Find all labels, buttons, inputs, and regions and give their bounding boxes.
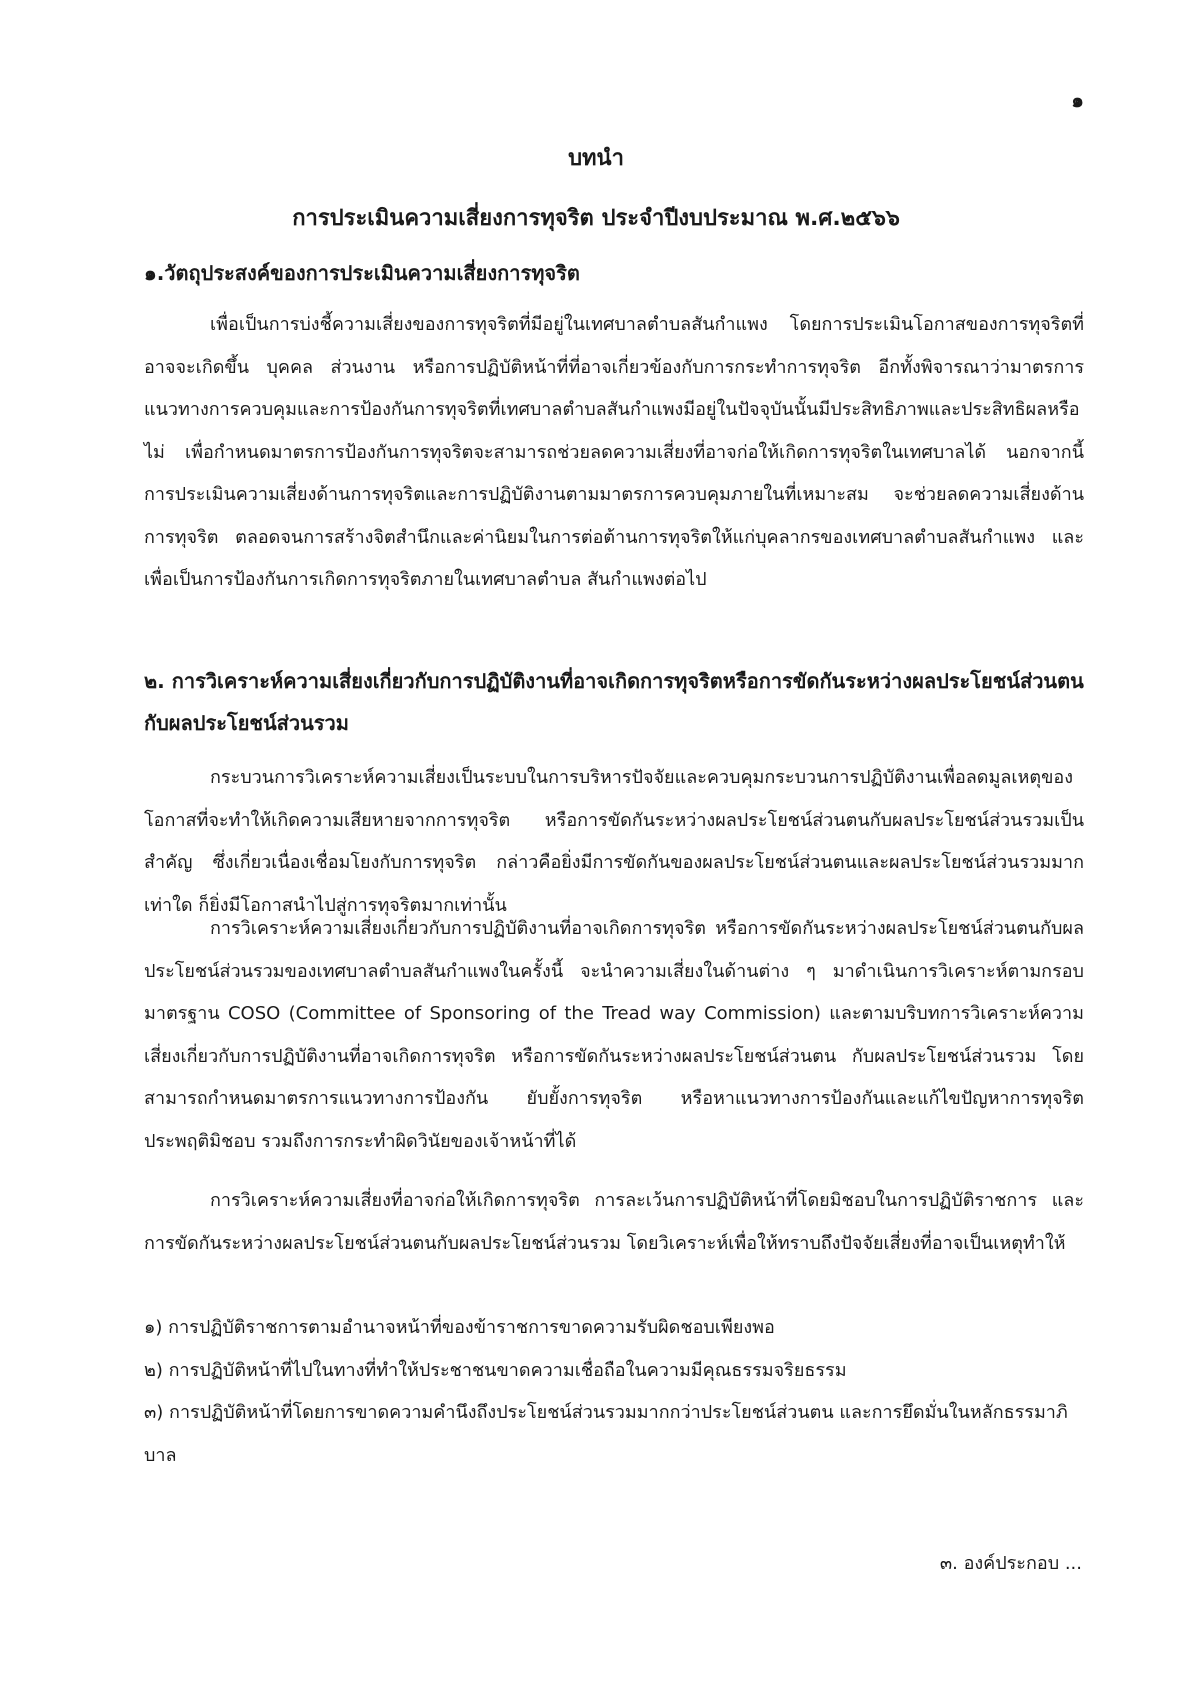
risk-factor-list [144,1307,1084,1477]
list-item: ๒) การปฏิบัติหน้าที่ไปในทางที่ทำให้ประชาชนขาดความเชื่อถือในความมีคุณธรรมจริยธรรม [144,1359,847,1381]
list-item: ๓) การปฏิบัติหน้าที่โดยการขาดความคำนึงถึงประโยชน์ส่วนรวมมากกว่าประโยชน์ส่วนตน และการยึดมั่นในหลักธรรมาภิบาล [144,1402,1068,1466]
section-2-heading: ๒. การวิเคราะห์ความเสี่ยงเกี่ยวกับการปฏิบัติงานที่อาจเกิดการทุจริตหรือการขัดกันระหว่างผลประโยชน์ส่วนตนกับผลประโยชน์ส่วนรวม [144,669,1084,735]
section-2-paragraph-2: การวิเคราะห์ความเสี่ยงเกี่ยวกับการปฏิบัติงานที่อาจเกิดการทุจริต หรือการขัดกันระหว่างผลประโยชน์ส่วนตนกับผลประโยชน์ส่วนรวมของเทศบาลตำบลสันกำแพงในครั้งนี้ จะนำความเสี่ยงในด้านต่าง ๆ มาดำเนินการวิเคราะห์ตามกรอบมาตรฐาน COSO (Committee of Sponsoring of the Tread way Commission) และตามบริบทการวิเคราะห์ความเสี่ยงเกี่ยวกับการปฏิบัติงานที่อาจเกิดการทุจริต หรือการขัดกันระหว่างผลประโยชน์ส่วนตน กับผลประโยชน์ส่วนรวม โดยสามารถกำหนดมาตรการแนวทางการป้องกัน ยับยั้งการทุจริต หรือหาแนวทางการป้องกันและแก้ไขปัญหาการทุจริต ประพฤติมิชอบ รวมถึงการกระทำผิดวินัยของเจ้าหน้าที่ได้ [144,918,1084,1152]
document-subtitle: การประเมินความเสี่ยงการทุจริต ประจำปีงบประมาณ พ.ศ.๒๕๖๖ [292,206,900,231]
section-2-paragraph-3: การวิเคราะห์ความเสี่ยงที่อาจก่อให้เกิดการทุจริต การละเว้นการปฏิบัติหน้าที่โดยมิชอบในการปฏิบัติราชการ และการขัดกันระหว่างผลประโยชน์ส่วนตนกับผลประโยชน์ส่วนรวม โดยวิเคราะห์เพื่อให้ทราบถึงปัจจัยเสี่ยงที่อาจเป็นเหตุทำให้ [144,1190,1084,1254]
section-1-heading: ๑.วัตถุประสงค์ของการประเมินความเสี่ยงการทุจริต [144,261,580,285]
continuation-note: ๓. องค์ประกอบ ... [939,1553,1082,1574]
document-title: บทนำ [568,146,624,171]
list-item: ๑) การปฏิบัติราชการตามอำนาจหน้าที่ของข้าราชการขาดความรับผิดชอบเพียงพอ [144,1317,775,1338]
page-number: ๑ [1071,88,1084,112]
section-1-paragraph: เพื่อเป็นการบ่งชี้ความเสี่ยงของการทุจริตที่มีอยู่ในเทศบาลตำบลสันกำแพง โดยการประเมินโอกาสของการทุจริตที่อาจจะเกิดขึ้น บุคคล ส่วนงาน หรือการปฏิบัติหน้าที่ที่อาจเกี่ยวข้องกับการกระทำการทุจริต อีกทั้งพิจารณาว่ามาตรการ แนวทางการควบคุมและการป้องกันการทุจริตที่เทศบาลตำบลสันกำแพงมีอยู่ในปัจจุบันนั้นมีประสิทธิภาพและประสิทธิผลหรือไม่ เพื่อกำหนดมาตรการป้องกันการทุจริตจะสามารถช่วยลดความเสี่ยงที่อาจก่อให้เกิดการทุจริตในเทศบาลได้ นอกจากนี้การประเมินความเสี่ยงด้านการทุจริตและการปฏิบัติงานตามมาตรการควบคุมภายในที่เหมาะสม จะช่วยลดความเสี่ยงด้านการทุจริต ตลอดจนการสร้างจิตสำนึกและค่านิยมในการต่อต้านการทุจริตให้แก่บุคลากรของเทศบาลตำบลสันกำแพง และเพื่อเป็นการป้องกันการเกิดการทุจริตภายในเทศบาลตำบล สันกำแพงต่อไป [144,314,1084,590]
section-2-paragraph-1: กระบวนการวิเคราะห์ความเสี่ยงเป็นระบบในการบริหารปัจจัยและควบคุมกระบวนการปฏิบัติงานเพื่อลดมูลเหตุของโอกาสที่จะทำให้เกิดความเสียหายจากการทุจริต หรือการขัดกันระหว่างผลประโยชน์ส่วนตนกับผลประโยชน์ส่วนรวมเป็นสำคัญ ซึ่งเกี่ยวเนื่องเชื่อมโยงกับการทุจริต กล่าวคือยิ่งมีการขัดกันของผลประโยชน์ส่วนตนและผลประโยชน์ส่วนรวมมากเท่าใด ก็ยิ่งมีโอกาสนำไปสู่การทุจริตมากเท่านั้น [144,767,1084,916]
